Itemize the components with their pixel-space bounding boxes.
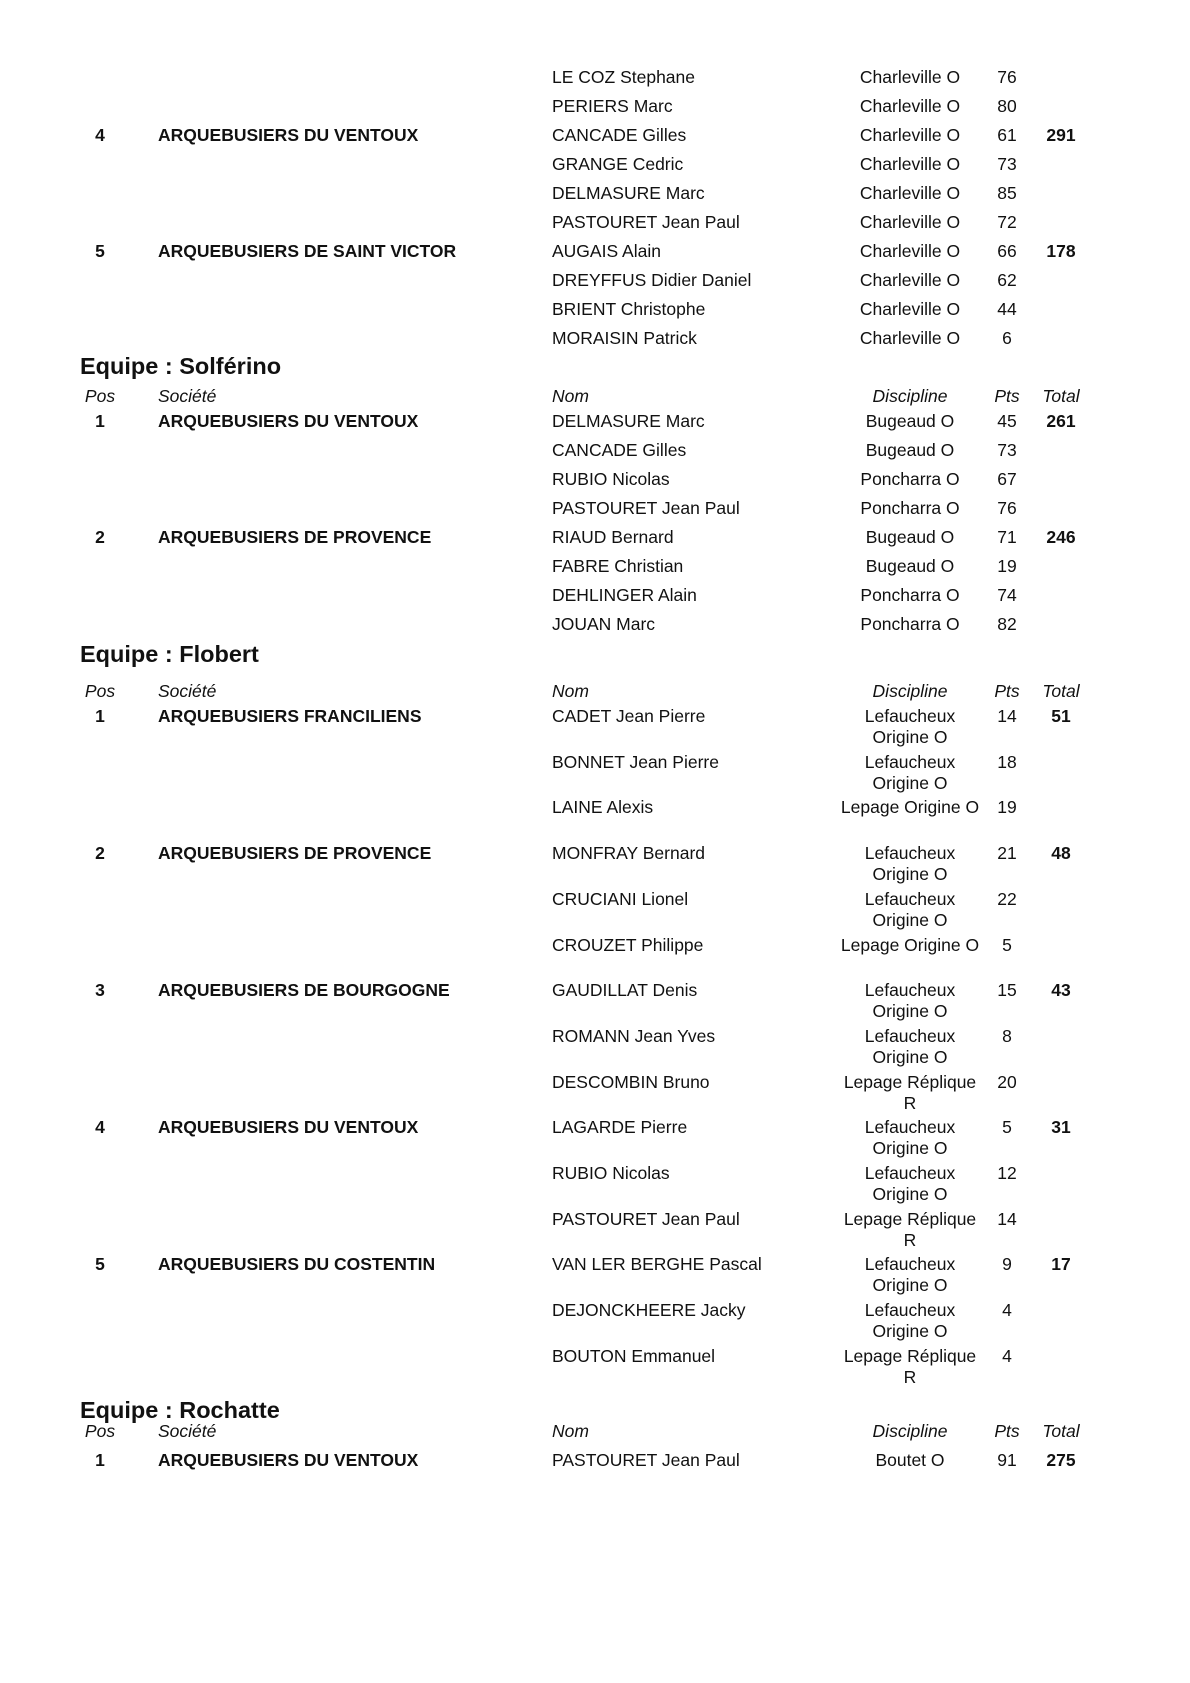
position-cell: 5 xyxy=(95,241,105,261)
discipline-cell: Poncharra O xyxy=(860,498,960,518)
position-cell: 1 xyxy=(95,411,105,431)
nom-cell: JOUAN Marc xyxy=(552,614,656,634)
nom-cell: BONNET Jean Pierre xyxy=(552,751,719,772)
header-total: Total xyxy=(1042,681,1080,701)
pts-cell: 18 xyxy=(997,751,1017,772)
discipline-cell: Charleville O xyxy=(859,67,961,87)
nom-cell: DELMASURE Marc xyxy=(552,411,705,431)
position-cell: 1 xyxy=(95,706,105,726)
nom-cell: CANCADE Gilles xyxy=(552,125,687,145)
discipline-cell: Lefaucheux Origine O xyxy=(864,1025,956,1067)
pts-cell: 20 xyxy=(997,1071,1017,1092)
header-pts: Pts xyxy=(994,386,1020,406)
pts-cell: 14 xyxy=(997,706,1017,726)
societe-cell: ARQUEBUSIERS DE PROVENCE xyxy=(158,843,432,864)
nom-cell: DEJONCKHEERE Jacky xyxy=(552,1300,746,1321)
position-cell: 2 xyxy=(95,527,105,547)
nom-cell: RIAUD Bernard xyxy=(552,527,674,547)
nom-cell: DREYFFUS Didier Daniel xyxy=(552,270,752,290)
position-cell: 4 xyxy=(95,125,105,145)
header-discipline: Discipline xyxy=(872,386,948,406)
nom-cell: DELMASURE Marc xyxy=(552,183,705,203)
nom-cell: PERIERS Marc xyxy=(552,96,673,116)
total-cell: 275 xyxy=(1046,1450,1076,1470)
total-cell: 48 xyxy=(1051,843,1071,864)
discipline-cell: Charleville O xyxy=(859,299,961,319)
pts-cell: 66 xyxy=(997,241,1017,261)
nom-cell: PASTOURET Jean Paul xyxy=(552,212,740,232)
discipline-cell: Lefaucheux Origine O xyxy=(864,843,956,885)
discipline-cell: Lepage Réplique R xyxy=(843,1208,977,1250)
nom-cell: LAINE Alexis xyxy=(552,797,654,818)
section-title-rochatte: Equipe : Rochatte xyxy=(80,1397,280,1423)
header-total: Total xyxy=(1042,386,1080,406)
societe-cell: ARQUEBUSIERS DE BOURGOGNE xyxy=(158,980,450,1001)
discipline-cell: Lefaucheux Origine O xyxy=(864,751,956,793)
total-cell: 246 xyxy=(1046,527,1076,547)
discipline-cell: Lefaucheux Origine O xyxy=(864,1117,956,1159)
header-total: Total xyxy=(1042,1421,1080,1441)
nom-cell: GRANGE Cedric xyxy=(552,154,684,174)
nom-cell: MONFRAY Bernard xyxy=(552,843,706,864)
pts-cell: 19 xyxy=(997,556,1017,576)
discipline-cell: Bugeaud O xyxy=(865,556,955,576)
nom-cell: FABRE Christian xyxy=(552,556,684,576)
header-nom: Nom xyxy=(552,386,589,406)
position-cell: 1 xyxy=(95,1450,105,1470)
discipline-cell: Charleville O xyxy=(859,212,961,232)
discipline-cell: Poncharra O xyxy=(860,469,960,489)
position-cell: 3 xyxy=(95,980,105,1001)
header-discipline: Discipline xyxy=(872,1421,948,1441)
nom-cell: RUBIO Nicolas xyxy=(552,1163,670,1183)
header-position: Pos xyxy=(84,386,116,406)
discipline-cell: Lepage Réplique R xyxy=(843,1071,977,1113)
pts-cell: 74 xyxy=(997,585,1017,605)
nom-cell: LE COZ Stephane xyxy=(552,67,695,87)
discipline-cell: Lefaucheux Origine O xyxy=(864,706,956,747)
pts-cell: 9 xyxy=(1002,1254,1012,1275)
nom-cell: PASTOURET Jean Paul xyxy=(552,1450,740,1470)
discipline-cell: Poncharra O xyxy=(860,585,960,605)
pts-cell: 62 xyxy=(997,270,1017,290)
pts-cell: 5 xyxy=(1002,934,1012,955)
discipline-cell: Charleville O xyxy=(859,96,961,116)
discipline-cell: Poncharra O xyxy=(860,614,960,634)
pts-cell: 5 xyxy=(1002,1117,1012,1138)
pts-cell: 22 xyxy=(997,888,1017,909)
pts-cell: 72 xyxy=(997,212,1017,232)
discipline-cell: Lefaucheux Origine O xyxy=(864,888,956,930)
nom-cell: BOUTON Emmanuel xyxy=(552,1345,716,1366)
pts-cell: 19 xyxy=(997,797,1017,818)
societe-cell: ARQUEBUSIERS FRANCILIENS xyxy=(158,706,422,726)
nom-cell: PASTOURET Jean Paul xyxy=(552,498,740,518)
pts-cell: 21 xyxy=(997,843,1017,864)
pts-cell: 4 xyxy=(1002,1345,1012,1366)
societe-cell: ARQUEBUSIERS DE SAINT VICTOR xyxy=(158,241,457,261)
header-nom: Nom xyxy=(552,681,589,701)
pts-cell: 45 xyxy=(997,411,1017,431)
pts-cell: 91 xyxy=(997,1450,1017,1470)
pts-cell: 61 xyxy=(997,125,1017,145)
pts-cell: 85 xyxy=(997,183,1017,203)
discipline-cell: Lepage Origine O xyxy=(840,797,980,818)
societe-cell: ARQUEBUSIERS DU VENTOUX xyxy=(158,1117,419,1138)
total-cell: 51 xyxy=(1051,706,1071,726)
position-cell: 4 xyxy=(95,1117,105,1138)
nom-cell: ROMANN Jean Yves xyxy=(552,1025,716,1046)
discipline-cell: Charleville O xyxy=(859,328,961,348)
pts-cell: 8 xyxy=(1002,1025,1012,1046)
pts-cell: 4 xyxy=(1002,1300,1012,1321)
discipline-cell: Boutet O xyxy=(875,1450,945,1470)
nom-cell: BRIENT Christophe xyxy=(552,299,706,319)
nom-cell: CROUZET Philippe xyxy=(552,934,704,955)
header-pts: Pts xyxy=(994,681,1020,701)
pts-cell: 76 xyxy=(997,67,1017,87)
societe-cell: ARQUEBUSIERS DU VENTOUX xyxy=(158,125,419,145)
total-cell: 178 xyxy=(1046,241,1076,261)
discipline-cell: Charleville O xyxy=(859,125,961,145)
pts-cell: 82 xyxy=(997,614,1017,634)
header-societe: Société xyxy=(158,681,217,701)
pts-cell: 76 xyxy=(997,498,1017,518)
discipline-cell: Lefaucheux Origine O xyxy=(864,1163,956,1204)
header-position: Pos xyxy=(84,1421,116,1441)
discipline-cell: Lefaucheux Origine O xyxy=(864,1300,956,1342)
societe-cell: ARQUEBUSIERS DU VENTOUX xyxy=(158,411,419,431)
pts-cell: 80 xyxy=(997,96,1017,116)
discipline-cell: Bugeaud O xyxy=(865,411,955,431)
nom-cell: CADET Jean Pierre xyxy=(552,706,706,726)
discipline-cell: Charleville O xyxy=(859,154,961,174)
pts-cell: 73 xyxy=(997,440,1017,460)
header-position: Pos xyxy=(84,681,116,701)
discipline-cell: Lepage Réplique R xyxy=(843,1345,977,1387)
nom-cell: RUBIO Nicolas xyxy=(552,469,670,489)
nom-cell: DEHLINGER Alain xyxy=(552,585,697,605)
societe-cell: ARQUEBUSIERS DU VENTOUX xyxy=(158,1450,419,1470)
header-discipline: Discipline xyxy=(872,681,948,701)
societe-cell: ARQUEBUSIERS DU COSTENTIN xyxy=(158,1254,436,1275)
pts-cell: 15 xyxy=(997,980,1017,1001)
pts-cell: 6 xyxy=(1002,328,1012,348)
section-title-flobert: Equipe : Flobert xyxy=(80,641,259,667)
total-cell: 261 xyxy=(1046,411,1076,431)
position-cell: 5 xyxy=(95,1254,105,1275)
pts-cell: 67 xyxy=(997,469,1017,489)
header-pts: Pts xyxy=(994,1421,1020,1441)
total-cell: 291 xyxy=(1046,125,1076,145)
nom-cell: LAGARDE Pierre xyxy=(552,1117,688,1138)
discipline-cell: Lefaucheux Origine O xyxy=(864,980,956,1022)
section-title-solferino: Equipe : Solférino xyxy=(80,353,282,379)
discipline-cell: Charleville O xyxy=(859,241,961,261)
nom-cell: AUGAIS Alain xyxy=(552,241,661,261)
header-societe: Société xyxy=(158,1421,217,1441)
discipline-cell: Bugeaud O xyxy=(865,440,955,460)
discipline-cell: Charleville O xyxy=(859,270,961,290)
pts-cell: 44 xyxy=(997,299,1017,319)
pts-cell: 12 xyxy=(997,1163,1017,1183)
pts-cell: 73 xyxy=(997,154,1017,174)
position-cell: 2 xyxy=(95,843,105,864)
nom-cell: DESCOMBIN Bruno xyxy=(552,1071,710,1092)
total-cell: 43 xyxy=(1051,980,1071,1001)
societe-cell: ARQUEBUSIERS DE PROVENCE xyxy=(158,527,432,547)
discipline-cell: Charleville O xyxy=(859,183,961,203)
pts-cell: 14 xyxy=(997,1208,1017,1229)
discipline-cell: Lepage Origine O xyxy=(840,934,980,955)
pts-cell: 71 xyxy=(997,527,1017,547)
nom-cell: GAUDILLAT Denis xyxy=(552,980,698,1001)
nom-cell: CANCADE Gilles xyxy=(552,440,687,460)
header-nom: Nom xyxy=(552,1421,589,1441)
total-cell: 17 xyxy=(1051,1254,1071,1275)
nom-cell: PASTOURET Jean Paul xyxy=(552,1208,740,1229)
header-societe: Société xyxy=(158,386,217,406)
discipline-cell: Bugeaud O xyxy=(865,527,955,547)
nom-cell: MORAISIN Patrick xyxy=(552,328,697,348)
nom-cell: CRUCIANI Lionel xyxy=(552,888,689,909)
nom-cell: VAN LER BERGHE Pascal xyxy=(552,1254,762,1275)
discipline-cell: Lefaucheux Origine O xyxy=(864,1254,956,1296)
total-cell: 31 xyxy=(1051,1117,1071,1138)
